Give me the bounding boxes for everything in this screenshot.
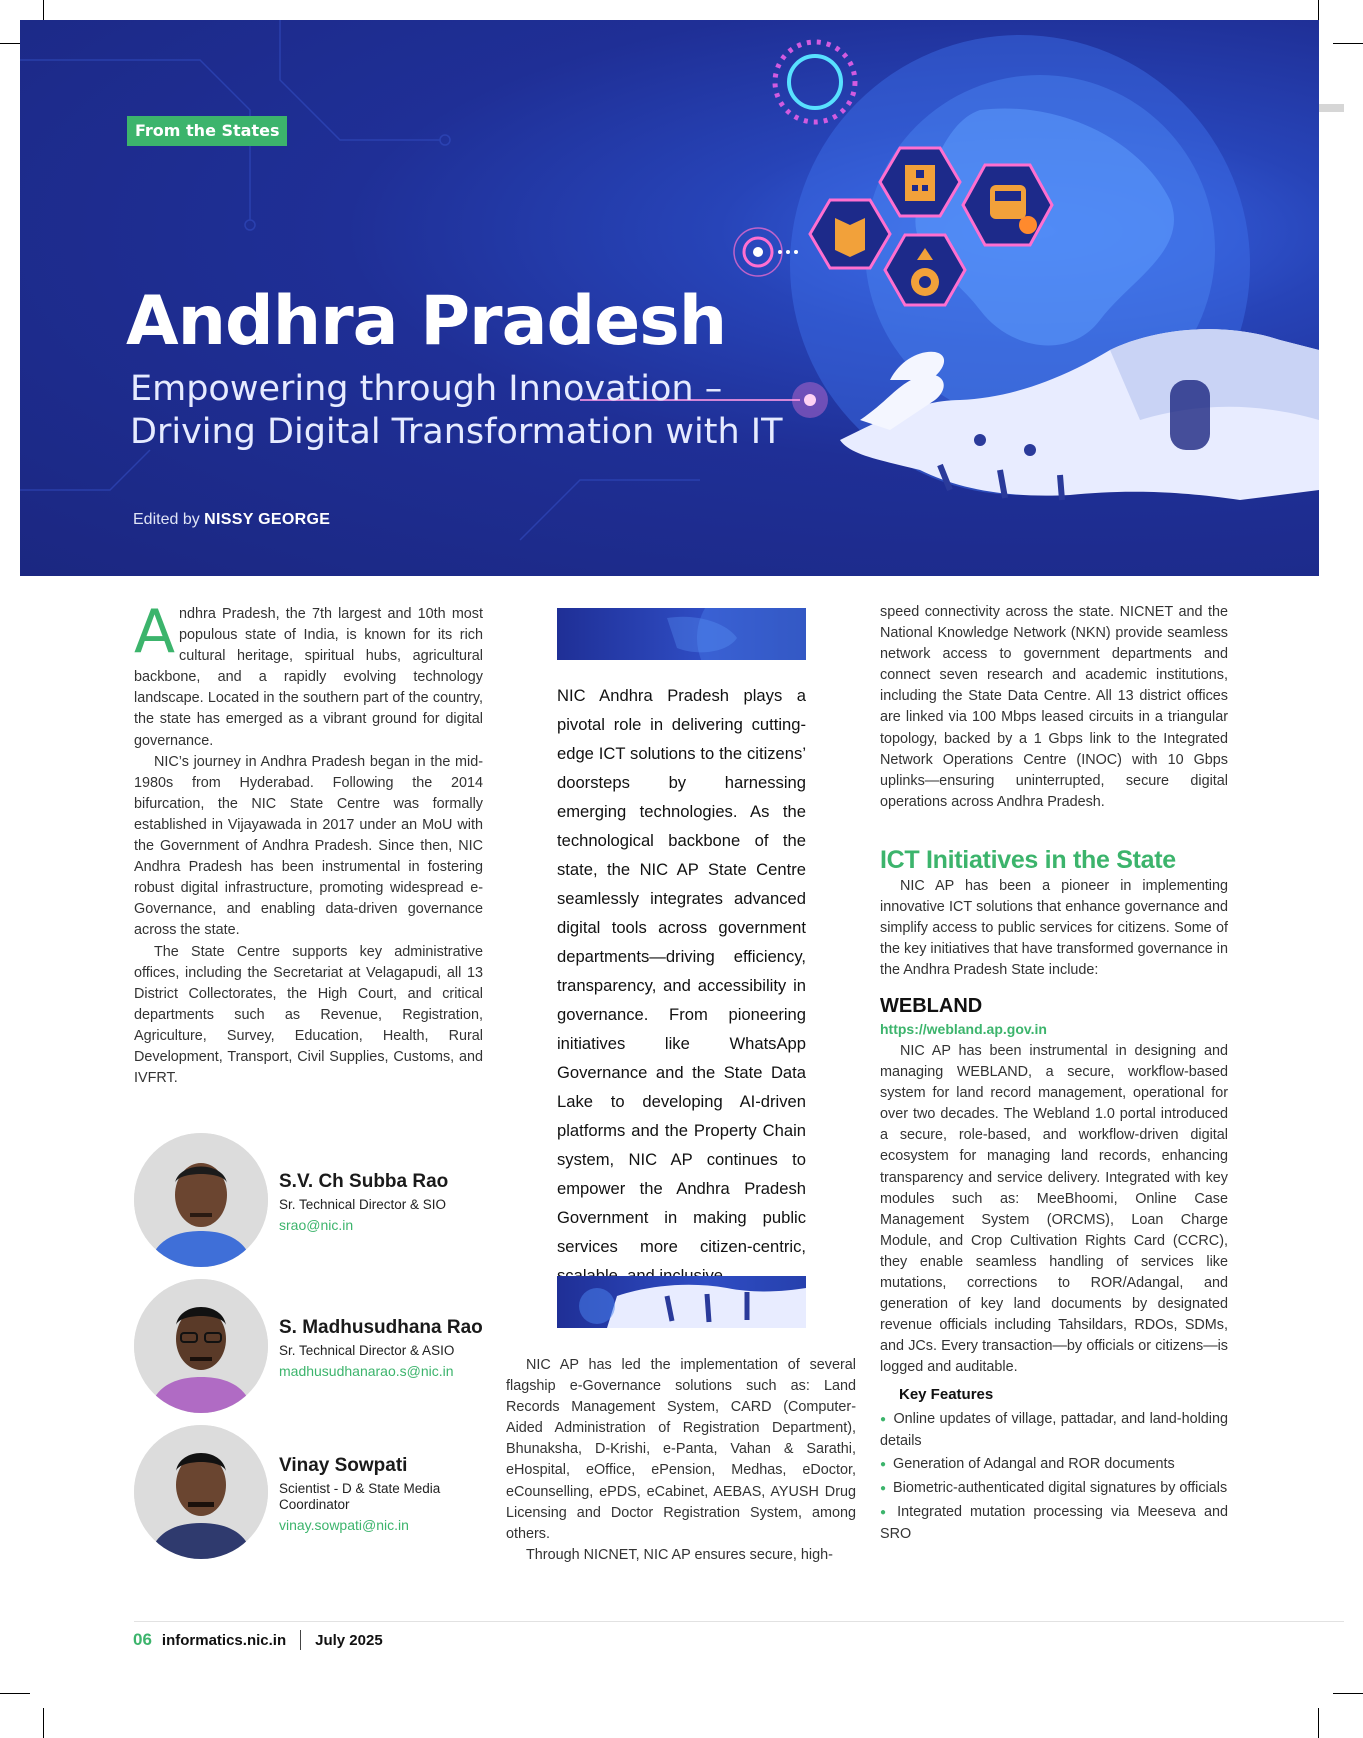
paragraph: NIC AP has been instrumental in designing and managing WEBLAND, a secure, workflow-based system for land record management, operational for over two decades. The Webland 1.0 portal introduced a secure, role-based, and workflow-driven digital ecosystem for managing land records, enhancing transparency and service delivery. Integrated with key modules such as: MeeBhoomi, Online Case Management System (ORCMS), Loan Charge Module, and Crop Cultivation Rights Card (CCRC), they enable seamless handling of services like mutations, corrections to ROR/Adangal, and generation of key land documents by designated revenue officials including Tahsildars, RDOs, SDMs, and JCs. Every transaction—by officials or citizens—is logged and auditable. bbox=[880, 1043, 1228, 1376]
author-title: Scientist - D & State Media Coordinator bbox=[279, 1481, 441, 1512]
author-card bbox=[134, 1279, 534, 1414]
paragraph bbox=[134, 597, 483, 752]
paragraph: NIC’s journey in Andhra Pradesh began in the mid-1980s from Hyderabad. Following the 2014 bifurcation, the NIC State Centre was formally established in Vijayawada in 2017 under an MoU with the Government of Andhra Pradesh. Since then, NIC Andhra Pradesh has been instrumental in fostering robust digital infrastructure, promoting widespread e-Governance, and enabling data-driven governance across the state. bbox=[134, 753, 483, 939]
article-column-1 bbox=[134, 597, 483, 1089]
drop-cap: A bbox=[134, 597, 176, 667]
footer-site-link[interactable]: informatics.nic.in bbox=[161, 1631, 287, 1649]
page-subtitle bbox=[130, 368, 782, 454]
editor-name: NISSY GEORGE bbox=[204, 511, 331, 528]
paragraph-text: ndhra Pradesh, the 7th largest and 10th most populous state of India, is known for its rich cultural heritage, spiritual hubs, agricultural backbone, and a rapidly evolving technology landscape. Located in the southern part of the country, the state has emerged as a vibrant ground for digital governance. bbox=[134, 606, 483, 749]
crop-mark bbox=[1318, 1708, 1319, 1738]
author-email[interactable]: madhusudhanarao.s@nic.in bbox=[279, 1363, 454, 1379]
banner-image-bottom bbox=[557, 1276, 806, 1328]
paragraph: NIC AP has led the implementation of several flagship e-Governance solutions such as: Land Records Management System, CARD (Computer-Aided Administration of Registration Department), Bhunaksha, D-Krishi, e-Panta, Vahan & Sarathi, eHospital, eOffice, ePension, Medhas, eDoctor, eCounselling, ePDS, eCabinet, AEBAS, AYUSH Drug Licensing and Doctor Registration System, among others. bbox=[506, 1357, 856, 1542]
crop-mark bbox=[43, 1708, 44, 1738]
paragraph: Through NICNET, NIC AP ensures secure, high- bbox=[526, 1546, 833, 1563]
section-tag: From the States bbox=[127, 116, 287, 146]
key-features-list bbox=[880, 1409, 1228, 1548]
paragraph: NIC AP has been a pioneer in implementing innovative ICT solutions that enhance governance and simplify access to public services for citizens. Some of the key initiatives that have transformed governance in the Andhra Pradesh State include: bbox=[880, 878, 1228, 979]
hero-banner bbox=[20, 20, 1319, 576]
footer-date: July 2025 bbox=[315, 1631, 383, 1649]
editor-credit bbox=[133, 511, 330, 529]
article-column-3 bbox=[880, 1041, 1228, 1379]
author-email[interactable]: srao@nic.in bbox=[279, 1217, 354, 1233]
list-item: ● Generation of Adangal and ROR documents bbox=[880, 1454, 1228, 1476]
avatar bbox=[134, 1133, 268, 1267]
banner-image-top bbox=[557, 608, 806, 660]
author-name: Vinay Sowpati bbox=[279, 1455, 408, 1476]
author-card bbox=[134, 1425, 534, 1560]
avatar bbox=[134, 1425, 268, 1559]
subsection-heading: WEBLAND bbox=[880, 995, 983, 1017]
hospital-icon bbox=[905, 165, 935, 201]
page-edge-tab bbox=[1319, 104, 1344, 112]
key-features-label: Key Features bbox=[899, 1386, 994, 1403]
footer-divider bbox=[134, 1621, 1344, 1622]
page-number: 06 bbox=[133, 1630, 152, 1649]
subtitle-line: Driving Digital Transformation with IT bbox=[130, 412, 783, 452]
crop-mark bbox=[0, 1693, 30, 1694]
paragraph: The State Centre supports key administrative offices, including the Secretariat at Velagapudi, all 13 District Collectorates, the High Court, and critical departments such as Revenue, Registration, Agriculture, Survey, Education, Health, Rural Development, Transport, Civil Supplies, Customs, and IVFRT. bbox=[134, 943, 483, 1087]
author-title: Sr. Technical Director & ASIO bbox=[279, 1343, 455, 1358]
list-item: ● Integrated mutation processing via Meeseva and SRO bbox=[880, 1502, 1228, 1545]
page-title: Andhra Pradesh bbox=[126, 282, 727, 361]
page-footer bbox=[133, 1630, 383, 1650]
article-column-3 bbox=[880, 602, 1228, 813]
avatar bbox=[134, 1279, 268, 1413]
author-title: Sr. Technical Director & SIO bbox=[279, 1197, 447, 1212]
section-heading: ICT Initiatives in the State bbox=[880, 846, 1176, 874]
author-card bbox=[134, 1133, 534, 1268]
footer-separator bbox=[300, 1630, 301, 1650]
editor-prefix: Edited by bbox=[133, 511, 200, 528]
article-column-3 bbox=[880, 876, 1228, 981]
author-name: S.V. Ch Subba Rao bbox=[279, 1171, 449, 1192]
list-item: ● Biometric-authenticated digital signatures by officials bbox=[880, 1478, 1228, 1500]
webland-link[interactable]: https://webland.ap.gov.in bbox=[880, 1021, 1047, 1037]
subtitle-line: Empowering through Innovation – bbox=[130, 369, 723, 409]
crop-mark bbox=[1333, 43, 1363, 44]
list-item: ● Online updates of village, pattadar, and land-holding details bbox=[880, 1409, 1228, 1452]
crop-mark bbox=[1333, 1693, 1363, 1694]
author-email[interactable]: vinay.sowpati@nic.in bbox=[279, 1517, 409, 1533]
article-column-2 bbox=[506, 1355, 856, 1566]
pull-quote: NIC Andhra Pradesh plays a pivotal role in delivering cutting-edge ICT solutions to the citizens’ doorsteps by harnessing emerging technologies. As the technological backbone of the state, the NIC AP State Centre seamlessly integrates advanced digital tools across government departments—driving efficiency, transparency, and accessibility in governance. From pioneering initiatives like WhatsApp Governance and the State Data Lake to developing AI-driven platforms and the Property Chain system, NIC AP continues to empower the Andhra Pradesh Government in making public services more citizen-centric, bbox=[557, 686, 806, 1256]
author-name: S. Madhusudhana Rao bbox=[279, 1317, 483, 1338]
paragraph: speed connectivity across the state. NICNET and the National Knowledge Network (NKN) provide seamless network access to government departments and connect seven research and academic institutions, including the State Data Centre. All 13 district offices are linked via 100 Mbps leased circuits in a triangular topology, backed by a 1 Gbps link to the Integrated Network Operations Centre (INOC) with 10 Gbps uplinks—ensuring uninterrupted, secure digital operations across Andhra Pradesh. bbox=[880, 604, 1228, 810]
